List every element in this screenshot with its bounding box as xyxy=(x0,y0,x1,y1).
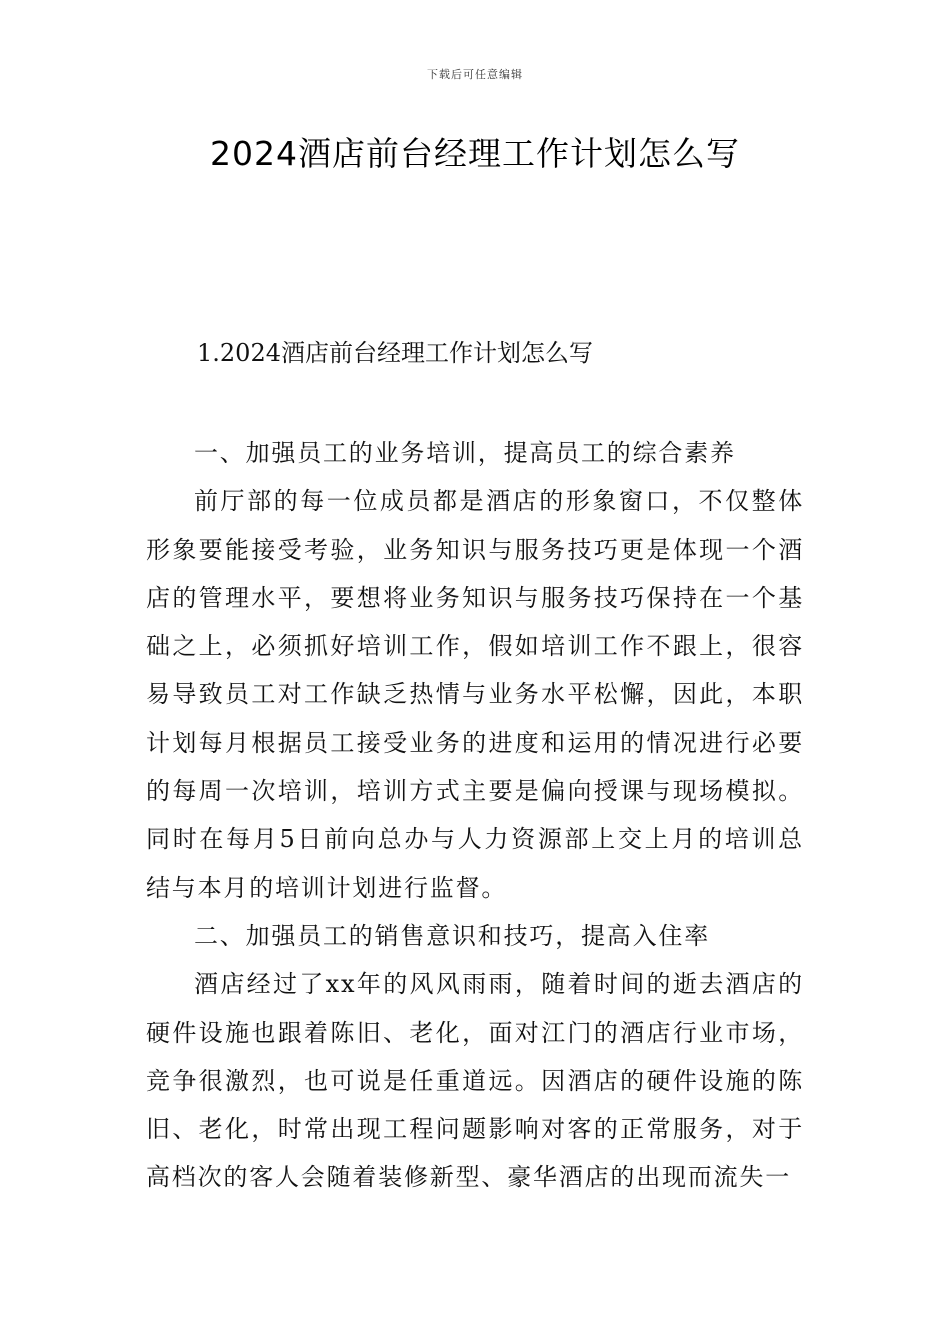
heading-1: 一、加强员工的业务培训，提高员工的综合素养 xyxy=(194,439,736,467)
heading-2: 二、加强员工的销售意识和技巧，提高入住率 xyxy=(194,921,710,950)
paragraph-2: 酒店经过了xx年的风风雨雨，随着时间的逝去酒店的硬件设施也跟着陈旧、老化，面对江门的酒店行业市场，竞争很激烈，也可说是任重道远。因酒店的硬件设施的陈旧、老化，时常出现工程问题影响对客的正常服务，对于高档次的客人会随着装修新型、豪华酒店的出现而流失一 xyxy=(146,970,804,1192)
document-body xyxy=(146,429,804,1202)
paragraph-1: 前厅部的每一位成员都是酒店的形象窗口，不仅整体形象要能接受考验，业务知识与服务技巧更是体现一个酒店的管理水平，要想将业务知识与服务技巧保持在一个基础之上，必须抓好培训工作，假如培训工作不跟上，很容易导致员工对工作缺乏热情与业务水平松懈，因此，本职计划每月根据员工接受业务的进度和运用的情况进行必要的每周一次培训，培训方式主要是偏向授课与现场模拟。同时在每月5日前向总办与人力资源部上交上月的培训总结与本月的培训计划进行监督。 xyxy=(146,487,804,902)
header-note: 下载后可任意编辑 xyxy=(427,68,523,81)
document-title: 2024酒店前台经理工作计划怎么写 xyxy=(210,134,740,173)
section-title: 1.2024酒店前台经理工作计划怎么写 xyxy=(197,339,593,367)
